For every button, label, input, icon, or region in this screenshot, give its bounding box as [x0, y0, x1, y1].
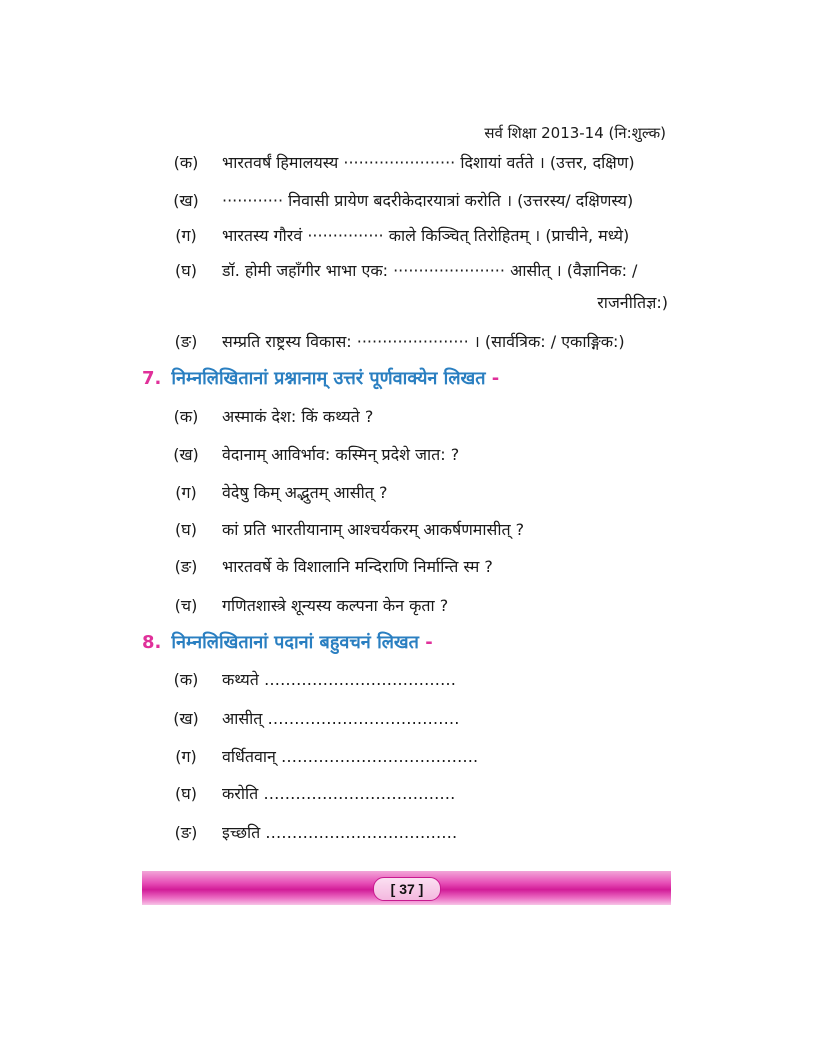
list-item: [0, 668, 816, 696]
item-label: (ख): [173, 709, 199, 728]
item-text: वर्धितवान् ……………………………….: [222, 747, 479, 766]
list-item: [0, 555, 816, 583]
item-label: (घ): [175, 261, 197, 280]
item-label: (ग): [175, 747, 197, 766]
item-label: (घ): [175, 784, 197, 803]
item-text: कां प्रति भारतीयानाम् आश्चर्यकरम् आकर्षणमासीत् ?: [222, 520, 525, 539]
item-text: करोति ………………………………: [222, 784, 456, 803]
list-item: [0, 330, 816, 358]
list-item: [0, 594, 816, 622]
item-label: (च): [174, 596, 198, 615]
list-item: [0, 443, 816, 471]
item-text-continuation: राजनीतिज्ञ:): [597, 293, 668, 312]
item-text: भारतवर्षे के विशालानि मन्दिराणि निर्मान्ति स्म ?: [222, 557, 493, 576]
item-text: डॉ. होमी जहाँगीर भाभा एक: ······················ आसीत् । (वैज्ञानिक: /: [222, 261, 638, 280]
item-text: कथ्यते ………………………………: [222, 670, 456, 689]
list-item: [0, 224, 816, 252]
item-label: (क): [173, 153, 199, 172]
list-item: [0, 151, 816, 179]
item-label: (ग): [175, 483, 197, 502]
section-dash: -: [491, 368, 500, 389]
section-title: निम्नलिखितानां पदानां बहुवचनं लिखत: [171, 632, 419, 653]
item-label: (क): [173, 407, 199, 426]
item-label: (ख): [173, 445, 199, 464]
page-header: सर्व शिक्षा 2013-14 (नि:शुल्क): [484, 124, 666, 142]
item-label: (ङ): [174, 823, 198, 842]
list-item: [0, 405, 816, 433]
item-text: अस्माकं देश: किं कथ्यते ?: [222, 407, 374, 426]
section-heading: [142, 366, 499, 396]
item-label: (ङ): [174, 557, 198, 576]
list-item: [0, 821, 816, 849]
item-label: (ख): [173, 191, 199, 210]
list-item: [0, 189, 816, 217]
list-item: [0, 707, 816, 735]
item-text: भारतस्य गौरवं ··············· काले किञ्चित् तिरोहितम् । (प्राचीने, मध्ये): [222, 226, 630, 245]
item-text: सम्प्रति राष्ट्रस्य विकास: ······················ । (सार्वत्रिक: / एकाङ्गिक:): [222, 332, 625, 351]
item-label: (ग): [175, 226, 197, 245]
item-text: वेदेषु किम् अद्भुतम् आसीत् ?: [222, 483, 388, 502]
item-text: इच्छति ………………………………: [222, 823, 458, 842]
item-label: (ङ): [174, 332, 198, 351]
page-number: [ 37 ]: [373, 877, 441, 901]
item-label: (क): [173, 670, 199, 689]
item-text: गणितशास्त्रे शून्यस्य कल्पना केन कृता ?: [222, 596, 449, 615]
section-number: 8.: [142, 632, 162, 653]
section-dash: -: [425, 632, 433, 653]
list-item: [0, 481, 816, 509]
section-title: निम्नलिखितानां प्रश्नानाम् उत्तरं पूर्णवाक्येन लिखत: [171, 368, 486, 389]
section-heading: [142, 630, 433, 660]
list-item: [0, 745, 816, 773]
list-item: [0, 782, 816, 810]
list-item: [0, 259, 816, 287]
item-label: (घ): [175, 520, 197, 539]
list-item-continuation: [0, 291, 816, 319]
section-number: 7.: [142, 368, 162, 389]
list-item: [0, 518, 816, 546]
item-text: वेदानाम् आविर्भाव: कस्मिन् प्रदेशे जात: ?: [222, 445, 460, 464]
item-text: आसीत् ………………………………: [222, 709, 460, 728]
item-text: भारतवर्षं हिमालयस्य ······················ दिशायां वर्तते । (उत्तर, दक्षिण): [222, 153, 635, 172]
item-text: ············ निवासी प्रायेण बदरीकेदारयात्रां करोति । (उत्तरस्य/ दक्षिणस्य): [222, 191, 634, 210]
